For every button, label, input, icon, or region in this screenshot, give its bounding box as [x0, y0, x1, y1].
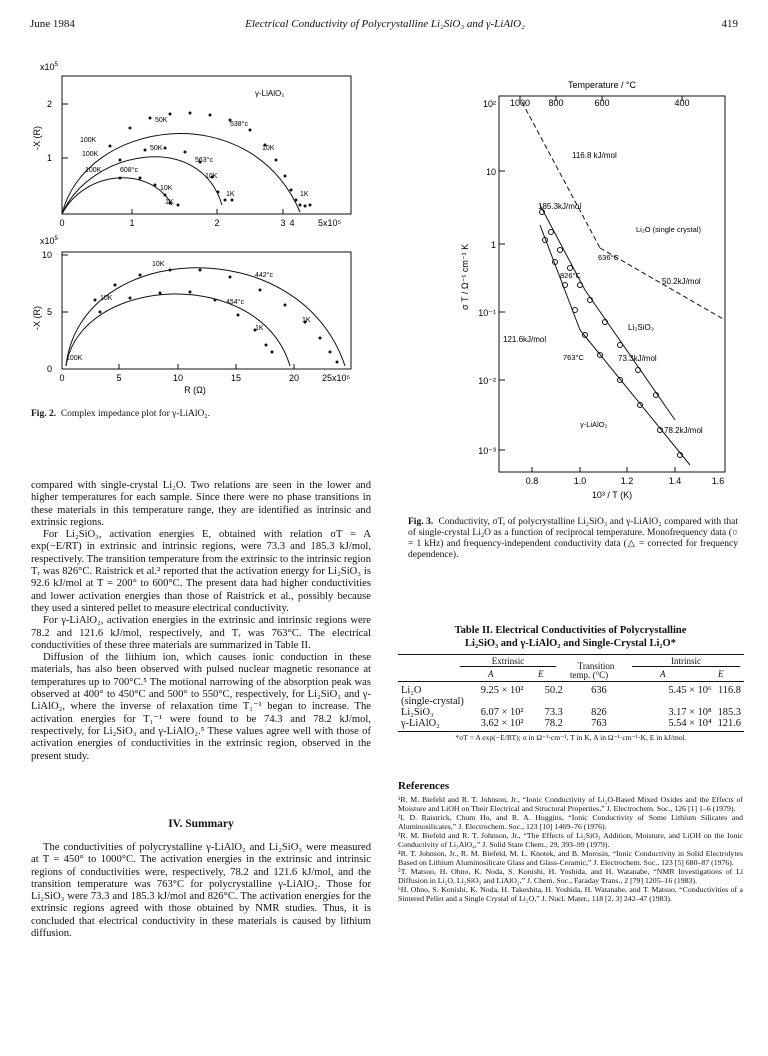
reference-item: ³R. M. Biefeld and R. T. Johnson, Jr., “The Effects of Li₂SiO₃ Addition, Moisture, and LiOH on the Ionic Conductivity of Li₅AlO₄,” J. Solid State Chem., 29, 393–99 (1979). — [398, 831, 743, 849]
fig2-top-label: 100K — [85, 167, 102, 174]
fig3-ytick: 10⁻³ — [478, 446, 496, 456]
fig2-top-label: 563°c — [195, 157, 213, 164]
table-row — [398, 685, 744, 696]
fig2-top-label: 50K — [150, 145, 163, 152]
fig2-bottom-xtick: 20 — [288, 373, 300, 383]
fig3-xtick: 1.6 — [711, 476, 725, 486]
table2-col-a: A — [488, 669, 494, 679]
fig2-bottom-label: 10K — [100, 295, 113, 302]
fig2-top-panel — [32, 62, 351, 228]
table2-col-e: E — [538, 669, 544, 679]
fig2-bottom-panel — [32, 236, 351, 395]
table-cell: 121.6 — [717, 718, 741, 729]
fig2-top-label: 1K — [165, 199, 174, 206]
fig2-top-label: 10K — [262, 145, 275, 152]
references-heading: References — [398, 780, 450, 792]
fig2-bottom-xtick: 25x10⁵ — [322, 373, 351, 383]
references-list — [398, 795, 743, 903]
paragraph: For Li₂SiO₃, activation energies E, obtained with relation σT = A exp(−E/RT) in extrinsic and intrinsic regions, were 73.3 and 185.3 kJ/mol, respectively. The transition temperature from the extrinsic to the intrinsic region Tᵣ was 826°C. Raistrick et al.² reported that the activation energy for Li₂SiO₃ is 92.6 kJ/mol at T = 200° to 600°C. The present data had higher conductivities and lower activation energies than those of Raistrick et al., possibly because they used a sintered pellet to measure electrical conductivity. — [31, 529, 371, 614]
table-cell: Li₂O — [401, 685, 422, 696]
fig2-top-label: 50K — [155, 117, 168, 124]
summary-text — [31, 842, 371, 940]
fig3-annotation: 826°C — [560, 271, 581, 280]
table-row — [398, 707, 744, 718]
table2-group-extrinsic: Extrinsic — [460, 656, 556, 667]
fig2-bottom-xtick: 10 — [172, 373, 184, 383]
fig3-annotation: γ-LiAlO₂ — [580, 420, 608, 429]
fig3-annotation: 121.6kJ/mol — [503, 335, 547, 344]
table-cell: 9.25 × 10² — [480, 685, 524, 696]
fig3-top-tick: 1000 — [509, 98, 531, 108]
fig2-bottom-ytick: 10 — [41, 250, 52, 260]
fig2-top-label: 100K — [82, 151, 99, 158]
fig2-bottom-label: 1K — [302, 317, 311, 324]
fig2-top-label: 538°c — [230, 121, 248, 128]
fig2-top-ylabel: -X (R) — [32, 126, 42, 150]
fig2-bottom-xtick: 0 — [59, 373, 65, 383]
table-cell: γ-LiAlO₂ — [401, 718, 440, 729]
fig3-annotation: 185.3kJ/mol — [538, 202, 582, 211]
fig2-bottom-ytick: 0 — [46, 364, 52, 374]
table-cell: 73.3 — [544, 707, 563, 718]
fig3-caption-label: Fig. 3. — [408, 517, 434, 527]
table-cell: 826 — [591, 707, 607, 718]
table2 — [398, 654, 744, 742]
fig2-bottom-label: 100K — [66, 355, 83, 362]
fig3-xtick: 1.4 — [668, 476, 682, 486]
fig2-top-xtick: 4 — [289, 218, 295, 228]
fig3-panel — [460, 80, 725, 500]
fig2-top-label: 1K — [226, 191, 235, 198]
fig2-top-ytick: 1 — [46, 153, 52, 163]
fig3-xtick: 1.2 — [620, 476, 634, 486]
fig2-top-xtick: 5x10⁵ — [318, 218, 342, 228]
fig2-top-label: 608°c — [120, 167, 138, 174]
fig2-bottom-label: 10K — [152, 261, 165, 268]
fig3-top-tick: 600 — [594, 98, 610, 108]
table-cell: 116.8 — [718, 685, 741, 696]
reference-item: ²I. D. Raistrick, Chum Ho, and R. A. Huggins, “Ionic Conductivity of Some Lithium Silicates and Aluminosilicates,” J. Electrochem. Soc., 123 [10] 1469–76 (1976). — [398, 813, 743, 831]
fig3-annotation: 73.3kJ/mol — [618, 354, 657, 363]
reference-item: ⁶H. Ohno, S. Konishi, K. Noda, H. Takeshita, H. Yoshida, H. Watanabe, and T. Matsuo, “Conductivities of a Sintered Pellet and a Single Crystal of Li₂O,” J. Nucl. Mater., 118 [2, 3] 242–47 (1983). — [398, 885, 743, 903]
fig3-annotation: Li₂SiO₃ — [628, 323, 654, 332]
fig2-top-label: 1K — [300, 191, 309, 198]
fig3-caption-text: Conductivity, σT, of polycrystalline Li₂SiO₃ and γ-LiAlO₂ compared with that of single-crystal Li₂O as a function of reciprocal temperature. Monofrequency data (○ = 1 kHz) and frequency-independent conductivity data (△ = corrected for frequency dependence). — [408, 517, 739, 560]
fig2-top-material: γ-LiAlO₂ — [255, 89, 285, 98]
fig3-ytick: 10 — [485, 167, 496, 177]
running-header-title: Electrical Conductivity of Polycrystalline Li₂SiO₃ and γ-LiAlO₂ — [245, 18, 525, 30]
fig3-xlabel: 10³ / T (K) — [591, 490, 633, 500]
fig2-bottom-label: 454°c — [226, 299, 244, 306]
table-cell: 636 — [591, 685, 607, 696]
table2-title-line2: Li₂SiO₃ and γ-LiAlO₂ and Single-Crystal Li₂O* — [465, 638, 676, 649]
paragraph: compared with single-crystal Li₂O. Two relations are seen in the lower and higher temperatures for each sample. Since there were no phase transitions in these materials in this temperature range, they are identified as intrinsic and extrinsic regions. — [31, 480, 371, 528]
running-header-date: June 1984 — [30, 18, 75, 30]
fig3-annotation: 763°C — [563, 353, 584, 362]
fig3-annotation: 116.8 kJ/mol — [572, 151, 617, 160]
table-cell: 6.07 × 10² — [480, 707, 524, 718]
table-cell: (single-crystal) — [401, 696, 464, 707]
fig3-ytick: 10⁻¹ — [478, 308, 496, 318]
fig3-ytick: 10² — [482, 99, 496, 109]
paragraph: Diffusion of the lithium ion, which causes ionic conduction in these materials, has also been observed with pulsed nuclear magnetic resonance at temperatures up to 700°C.⁵ The motional narrowing of the absorption peak was observed at 400° to 450°C and 500° to 550°C, respectively, for Li₂SiO₃ and γ-LiAlO₂, where the inverse of relaxation time T₁⁻¹ began to increase. The activation energies for T₁⁻¹ were found to be 74.3 and 78.2 kJ/mol, respectively, for Li₂SiO₃ and γ-LiAlO₂.⁵ These values agree well with those of activation energies of conductivities in the extrinsic region, observed in the present study. — [31, 652, 371, 762]
paragraph: For γ-LiAlO₂, activation energies in the extrinsic and intrinsic regions were 78.2 and 121.6 kJ/mol, respectively, and Tᵣ was 763°C. The electrical conductivities of these three materials are summarized in Table II. — [31, 615, 371, 651]
fig2-bottom-xlabel: R (Ω) — [184, 385, 206, 395]
reference-item: ⁵T. Matsuo, H. Ohno, K. Noda, S. Konishi, H. Yoshida, and H. Watanabe, “NMR Investigations of Li Diffusion in Li₂O, Li₂SiO₃ and LiAlO₂,” J. Chem. Soc., Faraday Trans., 2 [79] 1205–16 (1983). — [398, 867, 743, 885]
page-number: 419 — [721, 18, 738, 30]
table-row — [398, 718, 744, 729]
table-cell: 3.62 × 10² — [480, 718, 524, 729]
reference-item: ¹R. M. Biefeld and R. T. Johnson, Jr., “Ionic Conductivity of Li₂O-Based Mixed Oxides and the Effects of Moisture and LiOH on Their Electrical and Structural Properties,” J. Electrochem. Soc., 126 [1] 1–6 (1979). — [398, 795, 743, 813]
table-cell: 5.45 × 10⁶ — [668, 685, 712, 696]
table-cell: 5.54 × 10⁴ — [668, 718, 712, 729]
table2-title-line1: Table II. Electrical Conductivities of Polycrystalline — [454, 625, 687, 636]
fig2-bottom-label: 1K — [255, 325, 264, 332]
fig3-annotation: Li₂O (single crystal) — [636, 225, 702, 234]
fig3-annotation: 636°C — [598, 253, 619, 262]
fig2-top-xtick: 2 — [214, 218, 220, 228]
fig2-bottom-yexp: $x10^5$ — [40, 236, 58, 246]
table-row — [398, 696, 744, 707]
table2-group-transition: Transition — [577, 661, 615, 671]
table2-col-e2: E — [718, 669, 724, 679]
fig2-top-label: 10K — [205, 173, 218, 180]
fig2-bottom-ylabel: -X (R) — [32, 306, 42, 330]
fig3-top-axis-label: Temperature / °C — [567, 80, 637, 90]
fig2-top-xtick: 1 — [129, 218, 135, 228]
table2-footnote: *σT = A exp(−E/RT); σ in Ω⁻¹·cm⁻¹, T in K, A in Ω⁻¹·cm⁻¹·K, E in kJ/mol. — [398, 731, 744, 742]
fig3-ylabel: σ T / Ω⁻¹ cm⁻¹ K — [460, 243, 470, 310]
fig2-top-label: 100K — [80, 137, 97, 144]
fig3-annotation: 78.2kJ/mol — [664, 426, 703, 435]
table2-col-a2: A — [660, 669, 666, 679]
table2-title — [398, 624, 743, 650]
fig2-caption-text: Complex impedance plot for γ-LiAlO₂. — [60, 409, 211, 419]
left-column-text — [31, 480, 371, 763]
table-cell: 50.2 — [544, 685, 563, 696]
fig2-caption-label: Fig. 2. — [31, 409, 57, 419]
section-title-summary: IV. Summary — [168, 818, 234, 830]
fig2-bottom-label: 442°c — [255, 272, 273, 279]
fig2-top-label: 10K — [160, 185, 173, 192]
table-cell: 763 — [591, 718, 607, 729]
fig2-top-yexp: $x10^5$ — [40, 62, 58, 72]
fig3-top-tick: 800 — [548, 98, 564, 108]
fig2-top-xtick: 0 — [59, 218, 65, 228]
table-cell: Li₂SiO₃ — [401, 707, 434, 718]
table-cell: 185.3 — [717, 707, 741, 718]
fig2-bottom-xtick: 15 — [230, 373, 242, 383]
paragraph: The conductivities of polycrystalline γ-LiAlO₂ and Li₂SiO₃ were measured at T = 450° to 1000°C. The activation energies in the extrinsic and intrinsic regions of conductivities were, respectively, 78.2 and 121.6 kJ/mol, and the transition temperature was 763°C for polycrystalline γ-LiAlO₂. Those for Li₂SiO₃ were 73.3 and 185.3 kJ/mol and 826°C. The activation energies for the extrinsic regions agreed with those obtained by NMR studies. Thus, it is concluded that electrical conductivity in these materials is caused by lithium diffusion. — [31, 842, 371, 940]
table2-col-temp: temp. (°C) — [570, 670, 609, 680]
table-cell: 78.2 — [544, 718, 563, 729]
table2-body — [398, 685, 744, 729]
fig2-bottom-xtick: 5 — [116, 373, 122, 383]
fig3-ytick: 1 — [490, 240, 496, 250]
fig3-ytick: 10⁻² — [478, 376, 496, 386]
fig2-top-ytick: 2 — [46, 99, 52, 109]
fig3-xtick: 0.8 — [525, 476, 539, 486]
fig3-annotation: 50.2kJ/mol — [662, 277, 701, 286]
fig2-top-xtick: 3 — [280, 218, 286, 228]
fig2-caption — [31, 409, 361, 420]
table-cell: 3.17 × 10⁸ — [668, 707, 712, 718]
fig2-bottom-ytick: 5 — [46, 307, 52, 317]
fig3-caption — [408, 517, 738, 561]
fig3-top-tick: 400 — [674, 98, 690, 108]
table2-group-intrinsic: Intrinsic — [632, 656, 740, 667]
table2-header — [398, 654, 744, 682]
fig3-xtick: 1.0 — [573, 476, 587, 486]
reference-item: ⁴R. T. Johnson, Jr., R. M. Biefeld, M. L. Knotek, and B. Morosin, “Ionic Conductivity in Solid Electrolytes Based on Lithium Aluminosilicate Glass and Glass-Ceramic,” J. Electrochem. Soc., 123 [5] 680–87 (1976). — [398, 849, 743, 867]
